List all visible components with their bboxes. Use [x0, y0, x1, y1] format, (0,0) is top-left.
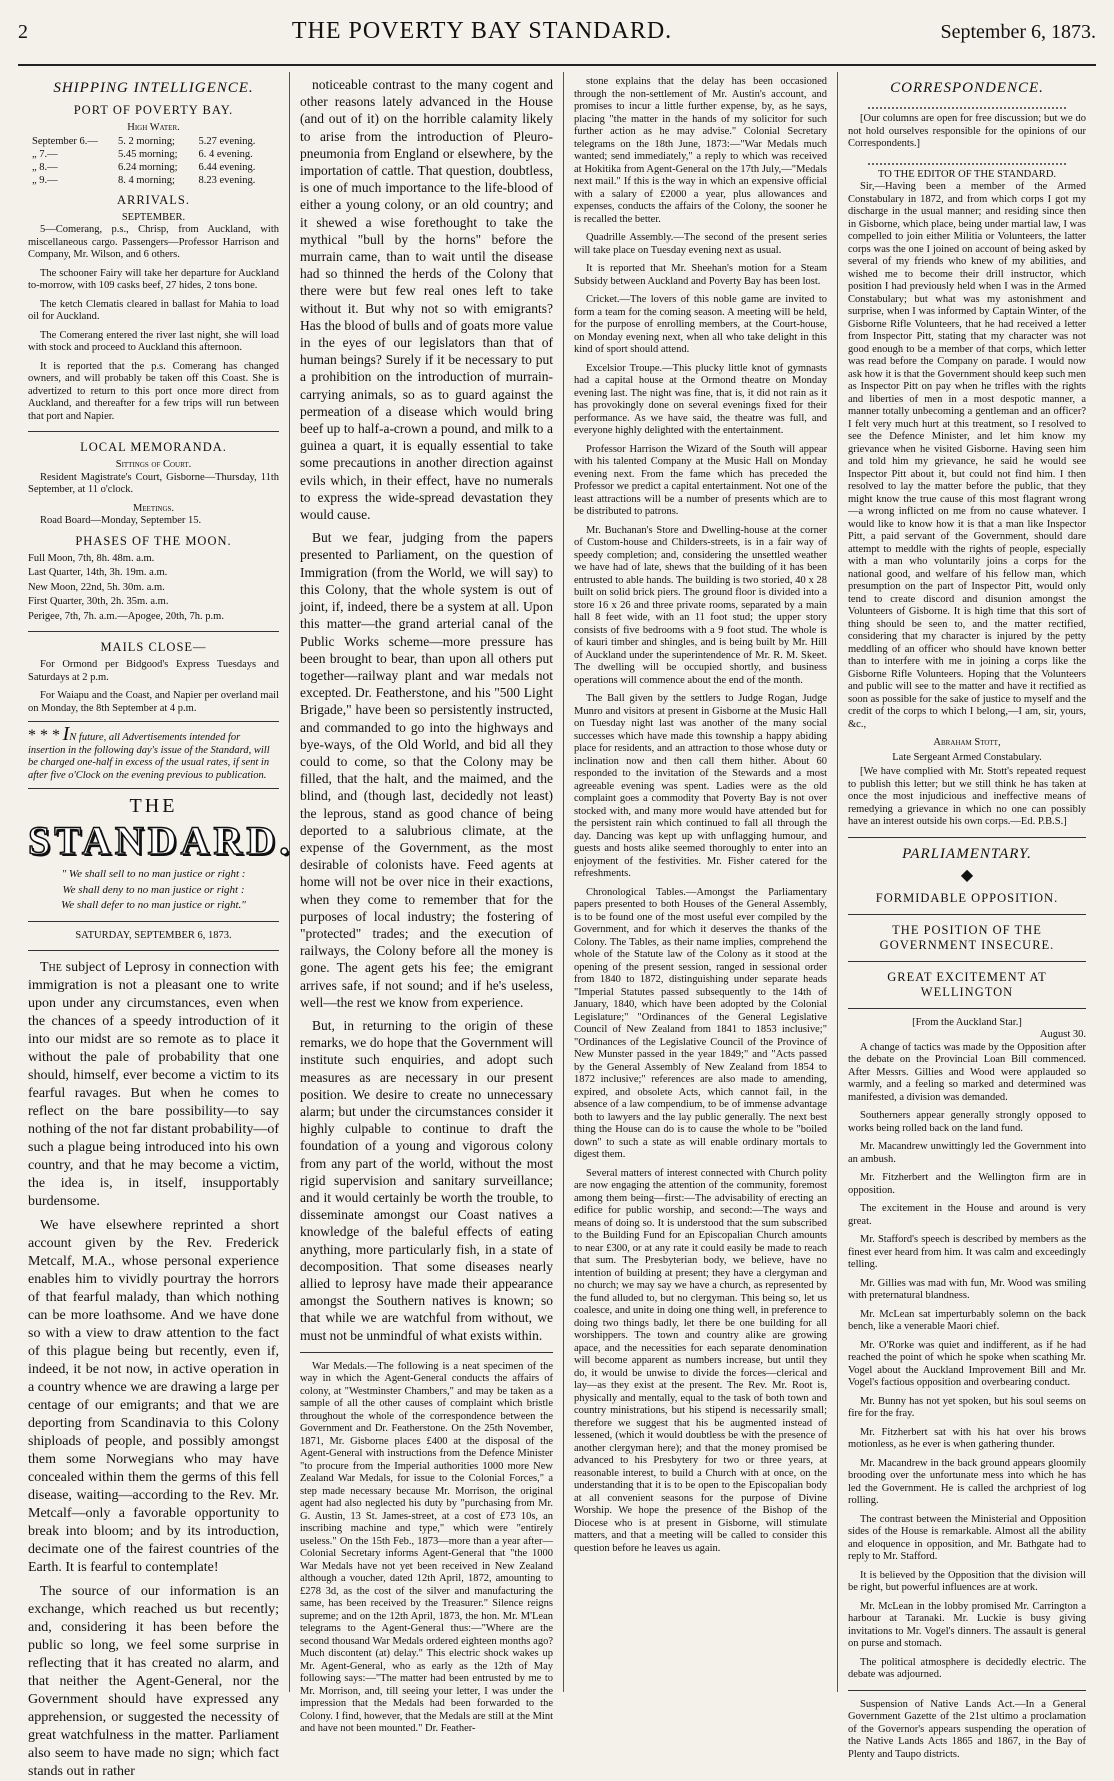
source-line: [From the Auckland Star.] — [912, 1016, 1022, 1028]
shipping-note: The Comerang entered the river last night, she will load with stock and proceed to Auckland this afternoon. — [28, 329, 279, 353]
logo-the: THE — [129, 795, 178, 817]
standard-logo — [28, 795, 294, 864]
parliamentary-paragraph: The contrast between the Ministerial and Opposition sides of the House is remarkable. Almost all the ability and eloquence in opposition, and Mr. Bathgate had to reply to Mr. Stafford. — [848, 1513, 1086, 1562]
tide-row — [32, 135, 279, 148]
formidable-heading: FORMIDABLE OPPOSITION. — [875, 890, 1059, 905]
editorial-opening — [28, 959, 279, 1211]
motto-line: We shall defer to no man justice or right." — [61, 899, 246, 911]
arrivals-text: 5—Comerang, p.s., Chrisp, from Auckland, with miscellaneous cargo. Passengers—Professor Harrison and Company, Mr. Wilson, and 6 others. — [28, 224, 279, 260]
news-paragraph: Chronological Tables.—Amongst the Parliamentary papers presented to both Houses of the General Assembly, is to be found one of the most useful ever compiled by the Government, and for which it deserves the thanks of the Colony. The Tables, as their name implies, comprehend the whole of the Statute law of the Colony as it stood at the opening of the present session, ranged in sessional order from 1840 to 1872, distinguishing under separate heads "Imperial Statutes passed subsequently to the 14th of January, 1840, which have been adopted by the Colonial Legislature;" "Ordinances of the General Legislative Council of New Zealand from 1841 to 1853 inclusive;" "Ordinances of the Legislative Council of the Province of New Munster passed in the year 1849;" and "Acts passed by the General Assembly of New Zealand from 1854 to 1872 inclusive;" references are also made to amending, expired, and obsolete Acts, which cannot fail, in the absence of a law compendium, to be of immense advantage both to lawyers and the lay public generally. The next best thing the House can do is to cause the whole to be "boiled down" to such a state as will enable ordinary mortals to digest them. — [574, 886, 827, 1160]
moon-phases — [28, 553, 279, 624]
issue-date-header: September 6, 1873. — [940, 21, 1096, 43]
letter-signature: Abraham Stott, — [933, 737, 1001, 748]
news-paragraph: Mr. Buchanan's Store and Dwelling-house at the corner of Custom-house and Childers-streets, is in a fair way of speedy completion; and, considering the unsettled weather we have had of late, shews that the building of it has been entrusted to able hands. The building is two storied, 40 x 28 built on solid brick piers. The ground floor is divided into a store 16 x 26 and three private rooms, separated by a main hall 8 feet wide, with an 11 foot stud; the upper story consists of five bedrooms with a 9 foot stud. The whole is of kauri timber and shingles, and is being built by Mr. Hill of Auckland under the superintendence of Mr. R. M. Skeet. The dwelling will be occupied shortly, and business operations will commence about the end of the month. — [574, 524, 827, 686]
native-lands-notice: Suspension of Native Lands Act.—In a General Government Gazette of the 21st ultimo a proclamation of the Governor's appears suspending the operation of the Native Lands Acts 1865 and 1867, in the Bay of Plenty and Taupo districts. — [848, 1698, 1086, 1760]
mail-notice: For Ormond per Bidgood's Express Tuesdays and Saturdays at 2 p.m. — [28, 659, 279, 683]
news-paragraph: Cricket.—The lovers of this noble game are invited to form a team for the coming season. A meeting will be held, for the purpose of enrolling members, at the Court-house, on Monday evening next, when all who take delight in this kind of sport should attend. — [574, 294, 827, 355]
month-label: SEPTEMBER. — [121, 211, 186, 223]
parliamentary-paragraph: Mr. McLean in the lobby promised Mr. Carrington a harbour at Taranaki. Mr. Luckie is busy giving invitations to Mr. Vogel's dinners. The assault is general on purse and stomach. — [848, 1600, 1086, 1649]
parliamentary-paragraph: Mr. Fitzherbert sat with his hat over his brows motionless, as he ever is when gathering thunder. — [848, 1426, 1086, 1450]
shipping-notes — [28, 268, 279, 424]
tide-cell: „ 7.— — [32, 148, 58, 160]
tide-cell: „ 9.— — [32, 174, 58, 186]
columns — [18, 72, 1096, 1779]
tide-cell: 5. 2 morning; — [118, 135, 175, 147]
parliamentary-paragraph: Southerners appear generally strongly opposed to works being rolled back on the land fund. — [848, 1110, 1086, 1134]
dateline: August 30. — [1039, 1029, 1086, 1040]
mails-list — [28, 659, 279, 715]
editorial-paragraph: The source of our information is an exchange, which reached us but recently; and, considering it has been before the public so long, we feel some surprise in reflecting that it has created no alarm, and that neither the Agent-General, nor the Government should have expressed any apprehension, or suggested the necessity of great watchfulness in the matter. Parliament also seem to have made no sign; which fact stands out in rather — [28, 1584, 279, 1779]
moon-phase: New Moon, 22nd, 5h. 30m. a.m. — [28, 581, 165, 593]
shipping-note: The schooner Fairy will take her departure for Auckland to-morrow, with 109 casks beef, 27 hides, 2 tons bone. — [28, 267, 279, 291]
motto-line: " We shall sell to no man justice or right : — [61, 868, 246, 880]
issue-date: SATURDAY, SEPTEMBER 6, 1873. — [75, 929, 232, 941]
parliamentary-paragraph: Mr. Macandrew unwittingly led the Government into an ambush. — [848, 1141, 1086, 1165]
moon-phase: Last Quarter, 14th, 3h. 19m. a.m. — [28, 567, 168, 578]
tide-row — [32, 148, 279, 161]
tide-cell: 5.45 morning; — [118, 148, 178, 160]
news-paragraph: Quadrille Assembly.—The second of the present series will take place on Tuesday evening next as usual. — [574, 232, 827, 256]
tide-cell: „ 8.— — [32, 161, 58, 173]
masthead — [18, 18, 1096, 66]
signature-title: Late Sergeant Armed Constabulary. — [892, 751, 1042, 763]
editorial-paragraph: But, in returning to the origin of these remarks, we do hope that the Government will institute such enquiries, and adopt such measures as are necessary in our present position. We desire to create no unnecessary alarm; but under the circumstances consider it highly culpable to continue to draft the foundation of a young and vigorous colony from any part of the world, without the most rigid supervision and sanitary surveillance; and it would certainly be worth the trouble, to disseminate amongst our Coast natives a knowledge of the baleful effects of eating anything, more particularly fish, in a state of decomposition. That some diseases nearly allied to leprosy have made their appearance amongst the Southern natives is known; so that while we are watchful from without, we must not be unmindful of what exists within. — [300, 1017, 553, 1343]
shipping-note: The ketch Clematis cleared in ballast for Mahia to load oil for Auckland. — [28, 298, 279, 322]
tide-table — [28, 135, 279, 187]
parliamentary-heading: PARLIAMENTARY. — [902, 845, 1032, 862]
parliamentary-paragraph: Mr. Stafford's speech is described by members as the finest ever heard from him. It was calm and exceedingly telling. — [848, 1234, 1086, 1270]
editorial-initial: The — [40, 960, 62, 975]
parliamentary-paragraph: Mr. O'Rorke was quiet and indifferent, as if he had reached the point of which he spoke when scathing Mr. Vogel about the Auckland Improvement Bill and Mr. Vogel's factious opposition and overbearing conduct. — [848, 1339, 1086, 1388]
ornament-icon: ◆ — [960, 866, 974, 884]
news-paragraph: Several matters of interest connected with Church polity are now engaging the attention of the community, foremost among them being—first:—The advisability of erecting an edifice for public worship, and second:—The ways and means of doing so. It is understood that the sum subscribed to the Building Fund for an Episcopalian Church amounts to near £300, or at any rate it could easily be made to reach that sum. The Presbyterian body, we believe, have no intention of building at present; they have a clergyman and no church; we may say we have a church, as represented by the fund alluded to, but no clergyman. This being so, let us coalesce, and unite in doing one thing well, in preference to doing two things badly, let there be one building for all worshippers. The town and country alike are growing apace, and the necessities for each separate denomination will become apparent as numbers increase, but until they do, it would be unwise to divide the forces—clerical and lay—as they exist at the present. The Rev. Mr. Root is, physically and mentally, equal to the task of both town and country ministrations, but his stipend is necessarily small; therefore we suggest that his be augmented instead of lessened, (which it would doubtless be with the presence of another clergyman here); and that the money promised be advanced to his Presbytery for two or three years, at reasonable interest, to build a Church with at once, on the understanding that it is to be open to the Episcopalian body at all convenient seasons for the purpose of Divine Worship. We hope the presence of the Bishop of the Diocese who is at present in Gisborne, will stimulate matters, and that a meeting will be called to consider this question before he leaves us again. — [574, 1167, 827, 1554]
news-paragraph: stone explains that the delay has been occasioned through the non-settlement of Mr. Austin's account, and promises to incur a little further expense, by, as he says, placing "the matter in the hands of my solicitor for such further action as he may advise." Colonial Secretary telegrams on the 18th June, 1873:—"War Medals much wanted; send immediately," a reply to which was received at Hokitika from Agent-General on the 17th July,—"Medals next mail." If this is the way in which an expensive official with a salary of £2000 a year, plus allowances and expenses, conducts the affairs of the Colony, the sooner he is recalled the better. — [574, 76, 827, 225]
parliamentary-report — [848, 1042, 1086, 1682]
motto-line: We shall deny to no man justice or right : — [62, 883, 245, 896]
news-paragraph: It is reported that Mr. Sheehan's motion for a Steam Subsidy between Auckland and Poverty Bay has been lost. — [574, 263, 827, 287]
memoranda-heading: LOCAL MEMORANDA. — [80, 440, 227, 454]
parliamentary-paragraph: The political atmosphere is decidedly electric. The debate was adjourned. — [848, 1656, 1086, 1680]
letter-body — [848, 181, 1086, 731]
local-news — [574, 76, 827, 1555]
editorial-continued — [300, 76, 553, 1344]
tide-cell: 5.27 evening. — [198, 135, 256, 147]
parliamentary-paragraph: Mr. McLean sat imperturbably solemn on the back bench, like a venerable Maori chief. — [848, 1308, 1086, 1332]
asterism: * * * — [28, 727, 60, 744]
column-4 — [838, 72, 1096, 1760]
notice-text: N future, all Advertisements intended for insertion in the following day's issue of the Standard, will be charged one-half in excess of the usual rates, if sent in after five o'Clock on the evening previous to publication. — [28, 732, 270, 781]
position-heading: THE POSITION OF THE GOVERNMENT INSECURE. — [879, 922, 1055, 952]
court-text: Resident Magistrate's Court, Gisborne—Thursday, 11th September, at 11 o'clock. — [28, 471, 279, 495]
news-paragraph: Excelsior Troupe.—This plucky little knot of gymnasts had a capital house at the Ormond theatre on Monday evening last. The night was fine, that is, it did not rain as it has provokingly done on several evenings fixed for their performance. As we have said, the theatre was full, and everyone highly delighted with the entertainment. — [574, 362, 827, 436]
tide-cell: 8.23 evening. — [198, 174, 256, 186]
parliamentary-paragraph: Mr. Macandrew in the back ground appears gloomily brooding over the unfortunate mess into which he has led the Government. He is called the archpriest of log rolling. — [848, 1457, 1086, 1506]
moon-phase: First Quarter, 30th, 2h. 35m. a.m. — [28, 596, 169, 607]
correspondence-heading: CORRESPONDENCE. — [890, 80, 1044, 96]
column-3 — [564, 72, 838, 1692]
tide-cell: 6.24 morning; — [118, 161, 178, 173]
shipping-note: It is reported that the p.s. Comerang has changed owners, and will probably be taken off this Coast. She is advertized to return to this port once more direct from Auckland, and thereafter for a few trips will run between that port and Napier. — [28, 360, 279, 422]
court-heading: Sittings of Court. — [115, 459, 192, 470]
parliamentary-paragraph: Mr. Fitzherbert and the Wellington firm are in opposition. — [848, 1172, 1086, 1196]
tide-cell: 6.44 evening. — [198, 161, 256, 173]
column-2 — [290, 72, 564, 1735]
notice-initial: I — [62, 723, 70, 745]
tide-row — [32, 174, 279, 187]
parliamentary-paragraph: Mr. Gillies was mad with fun, Mr. Wood was smiling with preternatural blandness. — [848, 1277, 1086, 1301]
logo-standard: STANDARD. — [28, 818, 294, 863]
parliamentary-paragraph: Mr. Bunny has not yet spoken, but his soul seems on fire for the fray. — [848, 1395, 1086, 1419]
meetings-heading: Meetings. — [132, 502, 175, 514]
tide-cell: September 6.— — [32, 135, 98, 147]
mails-heading: MAILS CLOSE— — [100, 640, 207, 654]
tide-cell: 8. 4 morning; — [118, 174, 175, 186]
meetings-text: Road Board—Monday, September 15. — [40, 515, 202, 526]
to-editor: TO THE EDITOR OF THE STANDARD. — [877, 168, 1057, 180]
arrivals-heading: ARRIVALS. — [116, 192, 191, 207]
editorial-body — [28, 1217, 279, 1781]
editorial-paragraph: But we fear, judging from the papers presented to Parliament, on the question of Immigration (from the World, we will say) to this Colony, that the whole system is out of joint, if, indeed, there be a system at all. Upon this matter—the grand arterial canal of the Public Works scheme—more pressure has been brought to bear, than upon all others put together—railway plant and war medals not excepted. Dr. Featherstone, and his "500 Light Brigade," have been so persistently instructed, and commanded to go into the highways and bye-ways, of the Old World, and bid all they could to come, so that the Colony may be filled, that the halt, and the maimed, and the blind, and (though last, decidedly not least) the leprous, stand as good chance of being deported to a salubrious climate, at the expense of the Government, as the most desirable of colonists have. Feed agents at home will not be over nice in their exactions, when they come to remember that for the purposes of local industry; the fostering of "protected" trades; and the execution of railways, the Colony before all the money is gone. The agent gets his fee; the emigrant arrives safe, if not sound; and if he's useless, well—the rest we know from experience. — [300, 530, 553, 1010]
war-medals-article: War Medals.—The following is a neat specimen of the way in which the Agent-General conducts the affairs of colony, at "Westminster Chambers," and may be taken as a sample of all the other causes of complaint which bristle throughout the whole of the correspondence between the Government and Dr. Featherstone. On the 25th November, 1871, Mr. Gisborne places £400 at the disposal of the Agent-General with instructions from the Defence Minister "to procure from the Imperial authorities 1000 more New Zealand War Medals, for issue to the Colonial Forces," a step made necessary because Mr. Morrison, the original agent had also neglected his duty by "purchasing from Mr. G. Austin, 13 St. James-street, at a cost of £73 10s, an inscribing machine and type," which were "entirely useless." On the 15th Feb., 1873—more than a year after—Colonial Secretary informs Agent-General that "the 1000 War Medals have not yet been received in New Zealand although a voucher, dated 12th April, 1872, amounting to £278 3d, as the cost of the silver and manufacturing the same, has been received by the Treasurer." Silence reigns supreme; and on the 12th April, 1873, the hon. Mr. M'Lean telegrams to the Agent-General thus:—"Where are the second thousand War Medals ordered eighteen months ago? Much discontent (at) delay." This electric shock wakes up Mr. Agent-General, who as early as the 12th of May following says:—"The matter had been entrusted by me to Mr. Morrison, and, till seeing your letter, I was under the impression that the Medals had been forwarded to the Colony. I find, however, that the Medals are still at the Mint and have not been mounted." Dr. Feather- — [300, 1360, 553, 1735]
parliamentary-paragraph: It is believed by the Opposition that the division will be right, but powerful influences are at work. — [848, 1569, 1086, 1593]
motto — [28, 868, 279, 913]
correspondence-note: [Our columns are open for free discussion; but we do not hold ourselves responsible for the opinions of our Correspondents.] — [848, 113, 1086, 149]
excitement-heading: GREAT EXCITEMENT AT WELLINGTON — [887, 969, 1047, 999]
advertising-notice — [28, 721, 279, 789]
page-number: 2 — [18, 21, 28, 43]
moon-heading: PHASES OF THE MOON. — [75, 533, 232, 548]
letter-paragraph: Sir,—Having been a member of the Armed Constabulary in 1872, and from which corps I got my discharge in the usual manner; and residing since then in Gisborne, which place, being under martial law, I was compelled to join either Militia or Volunteers, the latter corps was the one I joined on account of being asked by several of my friends who knew of my abilities, and wished me to become their drill instructor, which position I had previously held when I was in the Armed Constabulary; but what was my astonishment and surprise, when I was informed by Captain Winter, of the Gisborne Rifle Volunteers, that he had received a letter from Inspector Pitt, stating that my character was not good enough to be a member of that corps, which letter was read before the Company on parade. I would now ask how it is that the Government should keep such men as Inspector Pitt on pay when he trifles with the rights and liberties of men in a most despotic manner, a manner totally unbecoming a gentleman and an officer? I felt very much hurt at this treatment, so I resolved to see the Defence Minister, and let him know my grievance when he visited Gisborne. Having seen him and told him my grievance, he said he would see Inspector Pitt about it, but could not find him. I then resolved to lay the matter before the public, that they might know the true cause of this most flagrant wrong—a wrong inflicted on me from no cause whatever. I would like to know how it is that a man like Inspector Pitt, a paid servant of the Government, should dare attempt to meddle with the rights of people, especially with a man who voluntarily joins a corps for the national good, and welfare of his fellow man, which presumption on the part of Inspector Pitt, would only tend to create discord and disunion amongst the Volunteers of Gisborne. It is high time that this sort of thing should be seen to, and the matter rectified, considering that my character is injured by the petty meddling of an officer who should have known better than to interfere with me in joining a corps like the Gisborne Rifle Volunteers. Hoping that the Volunteers and public will see to the matter and have it rectified as soon as possible for the sake of justice to myself and the credit of the corps to which I belong,—I am, sir, yours, &c., — [848, 181, 1086, 730]
news-paragraph: Professor Harrison the Wizard of the South will appear with his talented Company at the Music Hall on Monday evening next. From the fame which has preceded the Professor we predict a capital entertainment. Not one of the least attractions will be a number of presents which are to be distributed to patrons. — [574, 443, 827, 517]
editor-note: [We have complied with Mr. Stott's repeated request to publish this letter; but we still think he has taken at once the most injudicious and ineffective means of remedying a grievance in which no one can possibly have an interest outside his own corps.—Ed. P.B.S.] — [848, 766, 1086, 827]
parliamentary-paragraph: A change of tactics was made by the Opposition after the debate on the Provincial Loan Bill commenced. After Messrs. Gillies and Wood were applauded so warmly, and a feeling so marked and determined was manifested, a division was demanded. — [848, 1041, 1086, 1103]
shipping-heading: SHIPPING INTELLIGENCE. — [53, 80, 254, 96]
parliamentary-paragraph: The excitement in the House and around is very great. — [848, 1203, 1086, 1227]
tide-row — [32, 161, 279, 174]
news-paragraph: The Ball given by the settlers to Judge Rogan, Judge Munro and visitors at present in Gisborne at the Music Hall on Tuesday night last was another of the many social successes which have made this township a happy abiding place for residents, and an attraction to those whose duty or inclination now and then call them hither. About 60 responded to the invitation of the Stewards and a most agreeable evening was spent. Ladies were as the old complaint goes a commodity that Poverty Bay is not over stocked with, and many more would have attended but for the persistent rain which continued to fall all through the day. Dancing was kept up with unflagging humour, and guests and hosts alike seemed thoroughly to enter into an enjoyment of the festivities. Mr. Fisher catered for the refreshments. — [574, 693, 827, 879]
port-heading: PORT OF POVERTY BAY. — [73, 103, 234, 117]
tide-cell: 6. 4 evening. — [198, 148, 253, 160]
moon-phase: Full Moon, 7th, 8h. 48m. a.m. — [28, 552, 155, 564]
editorial-opening-text: subject of Leprosy in connection with immigration is not a pleasant one to write upon under any circumstances, even when the chances of a speedy introduction of it into our midst are so remote as to place it without the pale of probability that one should, himself, ever become a victim to its fearful ravages. But when he comes to reflect on the bare possibility—to say nothing of the not far distant probability—of such a plague being introduced into his own country, and that he may become a victim, the idea is, in itself, insupportably burdensome. — [28, 960, 279, 1209]
high-water-heading: High Water. — [127, 122, 180, 133]
newspaper-title: THE POVERTY BAY STANDARD. — [291, 18, 673, 44]
editorial-paragraph: noticeable contrast to the many cogent and other reasons lately advanced in the House (and out of it) on the horrible calamity likely to arise from the introduction of Pleuro-pneumonia from England or elsewhere, by the importation of cattle. That question, doubtless, is one of much importance to the life-blood of either a young colony, or an old country; and it shewed a wise forethought to take the mythical "bull by the horns" before the murrain came, than to wait until the disease had so thinned the herds of the Colony that there were but few real ones left to take without it. But why not so with emigrants? Has the blood of bulls and of goats more value in the eyes of our legislators than that of human beings? Surely if it be necessary to put a prohibition on the introduction of murrain-carrying animals, so as to guard against the permeation of a disease which would bring beef up to half-a-crown a pound, and milk to a guinea a quart, it is equally essential to take some precautions in another direction against evils which, in their effect, have no numerals to express the wide-spread devastation they would cause. — [300, 77, 553, 523]
column-1 — [18, 72, 294, 1779]
moon-phase: Perigee, 7th, 7h. a.m.—Apogee, 20th, 7h. p.m. — [28, 610, 224, 622]
mail-notice: For Waiapu and the Coast, and Napier per overland mail on Monday, the 8th September at 4 p.m. — [28, 690, 279, 714]
editorial-paragraph: We have elsewhere reprinted a short account given by the Rev. Frederick Metcalf, M.A., whose personal experience enables him to vividly pourtray the horrors of that fearful malady, than which nothing can be more loathsome. And we have done so with a view to draw attention to the fact of this plague being but recently, even if, indeed, it be not now, in active operation in a country whence we are drawing a large per centage of our emigrants; and that we are deporting from Scandinavia to this Colony shiploads of people, and possibly amongst them some Norwegians who may have concealed within them the germs of this fell disease, waiting—according to the Rev. Mr. Metcalf—only a favorable opportunity to break into bloom; and by its introduction, decimate one of the fairest countries of the Earth. It is fearful to contemplate! — [28, 1218, 279, 1575]
